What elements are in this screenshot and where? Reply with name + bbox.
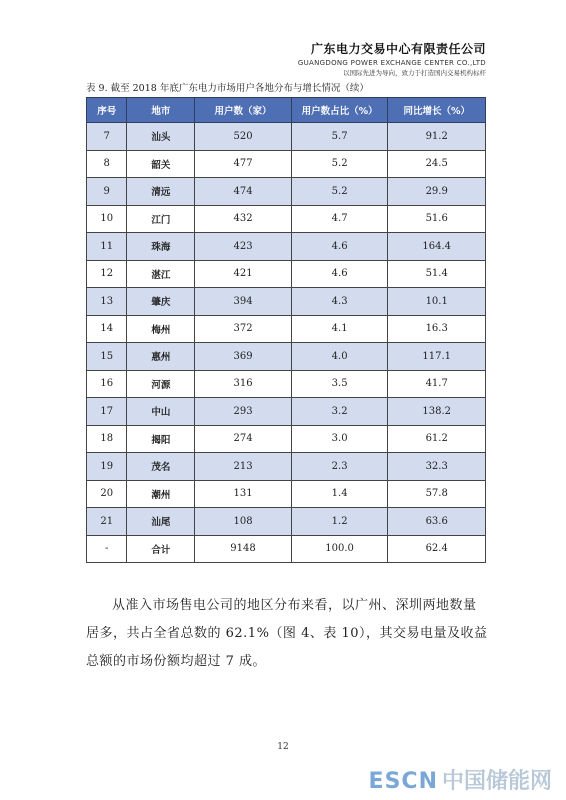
table-row	[87, 288, 486, 316]
table-row	[87, 150, 486, 178]
cell-no: 10	[87, 205, 127, 233]
cell-users: 421	[195, 260, 292, 288]
cell-growth: 61.2	[388, 425, 486, 453]
cell-users: 213	[195, 453, 292, 481]
cell-city: 肇庆	[127, 288, 195, 316]
cell-users: 477	[195, 150, 292, 178]
cell-share: 100.0	[291, 535, 388, 563]
cell-city: 合计	[127, 535, 195, 563]
table-row	[87, 233, 486, 261]
cell-growth: 91.2	[388, 123, 486, 151]
cell-users: 293	[195, 398, 292, 426]
cell-no: 17	[87, 398, 127, 426]
cell-city: 韶关	[127, 150, 195, 178]
cell-share: 4.6	[291, 260, 388, 288]
table-row	[87, 205, 486, 233]
cell-no: 14	[87, 315, 127, 343]
table-row	[87, 123, 486, 151]
cell-city: 汕尾	[127, 508, 195, 536]
cell-users: 108	[195, 508, 292, 536]
cell-share: 2.3	[291, 453, 388, 481]
col-header-users: 用户数（家）	[195, 98, 292, 123]
cell-no: 21	[87, 508, 127, 536]
cell-users: 274	[195, 425, 292, 453]
cell-city: 梅州	[127, 315, 195, 343]
page-number: 12	[277, 742, 289, 752]
cell-no: 13	[87, 288, 127, 316]
cell-growth: 16.3	[388, 315, 486, 343]
cell-share: 5.2	[291, 178, 388, 206]
cell-share: 3.5	[291, 370, 388, 398]
cell-no: -	[87, 535, 127, 563]
table-row	[87, 315, 486, 343]
cell-share: 5.7	[291, 123, 388, 151]
paragraph-text: 从准入市场售电公司的地区分布来看，以广州、深圳两地数量居多，共占全省总数的 62.1%（图 4、表 10），其交易电量及收益总额的市场份额均超过 7 成。	[86, 598, 488, 669]
table-row	[87, 535, 486, 563]
cell-growth: 10.1	[388, 288, 486, 316]
cell-share: 4.0	[291, 343, 388, 371]
table-row	[87, 453, 486, 481]
cell-city: 珠海	[127, 233, 195, 261]
cell-growth: 62.4	[388, 535, 486, 563]
company-slogan: 以国际先进为导向，致力于打造国内交易机构标杆	[343, 69, 486, 77]
company-name-en: GUANGDONG POWER EXCHANGE CENTER CO.,LTD	[297, 59, 486, 67]
cell-no: 8	[87, 150, 127, 178]
cell-city: 河源	[127, 370, 195, 398]
table-row	[87, 425, 486, 453]
cell-growth: 164.4	[388, 233, 486, 261]
cell-city: 潮州	[127, 480, 195, 508]
cell-growth: 29.9	[388, 178, 486, 206]
cell-users: 474	[195, 178, 292, 206]
user-distribution-table	[86, 97, 486, 563]
cell-users: 394	[195, 288, 292, 316]
cell-users: 372	[195, 315, 292, 343]
company-header	[298, 40, 486, 77]
cell-share: 4.6	[291, 233, 388, 261]
cell-users: 432	[195, 205, 292, 233]
cell-no: 15	[87, 343, 127, 371]
cell-users: 423	[195, 233, 292, 261]
cell-users: 131	[195, 480, 292, 508]
cell-no: 12	[87, 260, 127, 288]
cell-city: 湛江	[127, 260, 195, 288]
col-header-city: 地市	[127, 98, 195, 123]
cell-share: 3.2	[291, 398, 388, 426]
cell-no: 7	[87, 123, 127, 151]
watermark-esc: ESCN	[368, 769, 438, 794]
table-row	[87, 343, 486, 371]
cell-city: 江门	[127, 205, 195, 233]
cell-share: 4.1	[291, 315, 388, 343]
cell-no: 16	[87, 370, 127, 398]
company-name-cn: 广东电力交易中心有限责任公司	[310, 42, 486, 56]
body-paragraph	[86, 592, 488, 676]
table-row	[87, 508, 486, 536]
cell-growth: 32.3	[388, 453, 486, 481]
cell-users: 520	[195, 123, 292, 151]
cell-no: 20	[87, 480, 127, 508]
cell-no: 11	[87, 233, 127, 261]
cell-growth: 51.6	[388, 205, 486, 233]
cell-city: 中山	[127, 398, 195, 426]
cell-no: 18	[87, 425, 127, 453]
table-header-row	[87, 98, 486, 123]
cell-share: 4.7	[291, 205, 388, 233]
cell-no: 19	[87, 453, 127, 481]
table-row	[87, 398, 486, 426]
col-header-growth: 同比增长（%）	[388, 98, 486, 123]
cell-no: 9	[87, 178, 127, 206]
col-header-no: 序号	[87, 98, 127, 123]
cell-users: 316	[195, 370, 292, 398]
cell-growth: 138.2	[388, 398, 486, 426]
table-row	[87, 480, 486, 508]
table-row	[87, 178, 486, 206]
cell-city: 茂名	[127, 453, 195, 481]
cell-growth: 41.7	[388, 370, 486, 398]
cell-growth: 63.6	[388, 508, 486, 536]
table-row	[87, 260, 486, 288]
table-body	[87, 123, 486, 563]
cell-share: 3.0	[291, 425, 388, 453]
cell-growth: 117.1	[388, 343, 486, 371]
cell-growth: 57.8	[388, 480, 486, 508]
cell-share: 5.2	[291, 150, 388, 178]
cell-share: 1.4	[291, 480, 388, 508]
cell-share: 4.3	[291, 288, 388, 316]
cell-city: 惠州	[127, 343, 195, 371]
cell-city: 清远	[127, 178, 195, 206]
table-row	[87, 370, 486, 398]
cell-growth: 51.4	[388, 260, 486, 288]
table-caption: 表 9. 截至 2018 年底广东电力市场用户各地分布与增长情况（续）	[86, 83, 369, 94]
col-header-share: 用户数占比（%）	[291, 98, 388, 123]
cell-users: 9148	[195, 535, 292, 563]
watermark-cn: 中国储能网	[441, 769, 552, 794]
cell-share: 1.2	[291, 508, 388, 536]
cell-growth: 24.5	[388, 150, 486, 178]
cell-city: 汕头	[127, 123, 195, 151]
cell-users: 369	[195, 343, 292, 371]
watermark-logo	[369, 764, 552, 795]
cell-city: 揭阳	[127, 425, 195, 453]
